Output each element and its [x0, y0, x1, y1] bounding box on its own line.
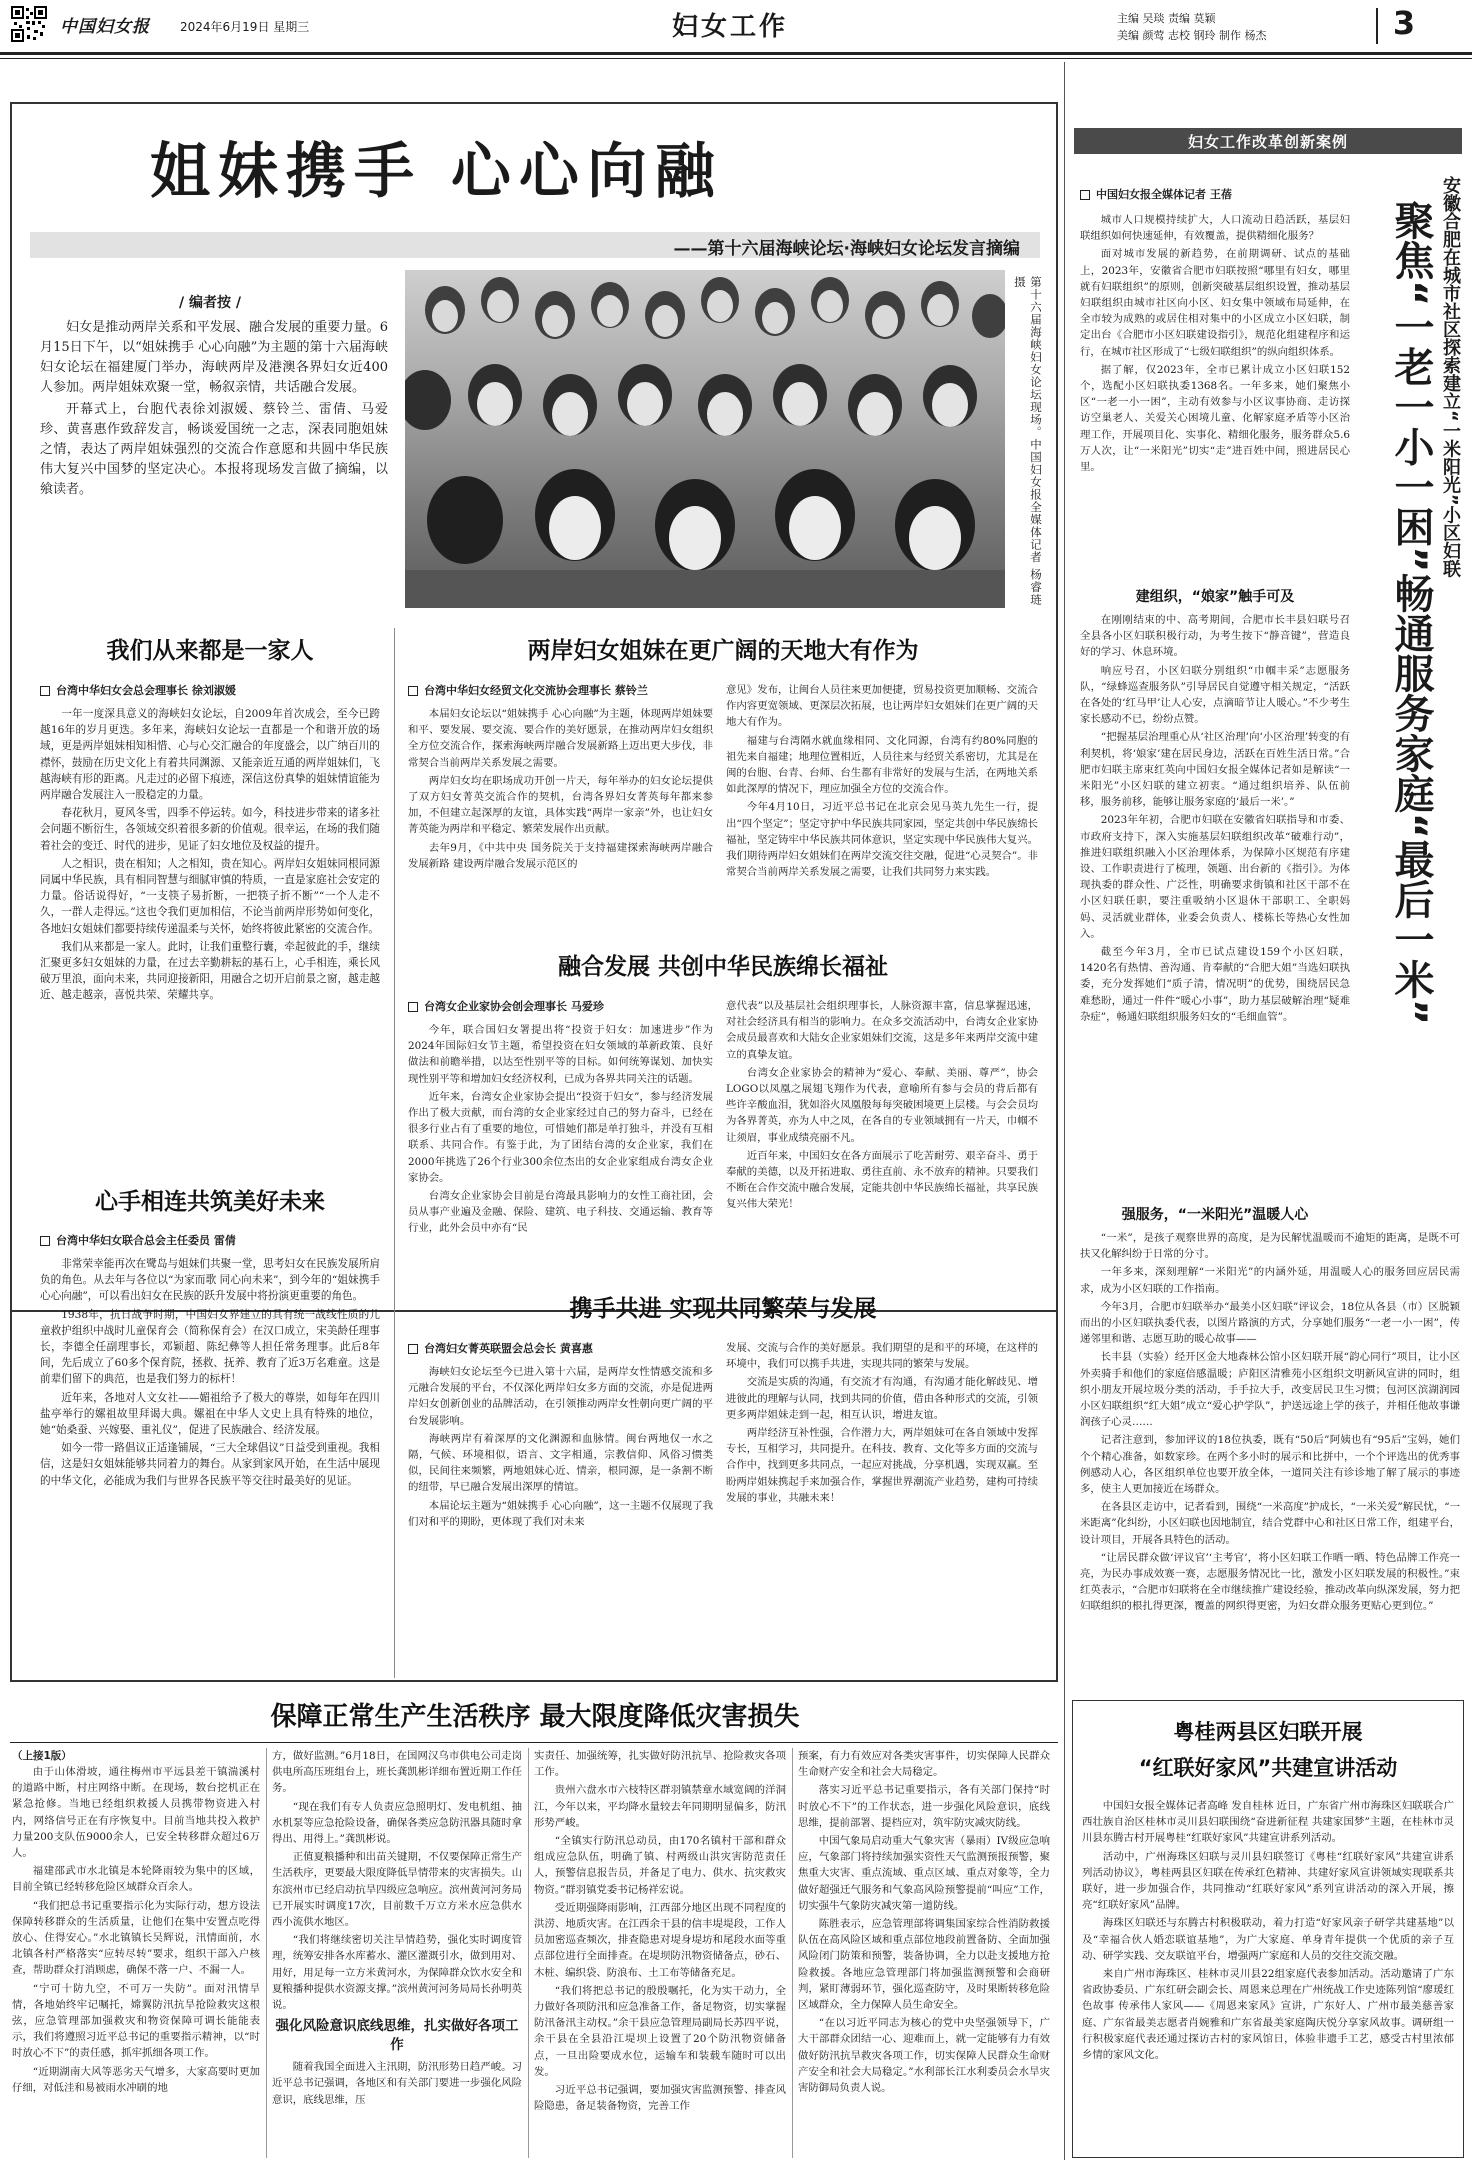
- article-paragraph: 两岸妇女均在职场成功开创一片天，每年举办的妇女论坛提供了双方妇女菁英交流合作的契机，台湾各界妇女菁英每年都来参加，不但建立起深厚的友谊，具体实践“两岸一家亲”外，也让妇女菁英能为两岸和平稳定、繁荣发展作出贡献。: [408, 774, 713, 836]
- article-b1-col3: [534, 1748, 786, 2159]
- article-paragraph: 海峡妇女论坛至今已进入第十六届，是两岸女性情感交流和多元融合发展的平台，不仅深化两岸妇女多方面的交流，亦是促进两岸妇女创新创业的品牌活动，在引领推动两岸女性朝向更广阔的平台发展影响。: [408, 1366, 713, 1427]
- article-paragraph: 意见》发布，让闽台人员往来更加便捷，贸易投资更加顺畅、交流合作内容更宽领域、更深层次拓展，也让两岸妇女姐妹们在更广阔的天地大有作为。: [726, 684, 1038, 729]
- article-paragraph: “我们把总书记重要指示化为实际行动，想方设法保障转移群众的生活质量，让他们在集中安置点吃得放心、住得安心。”水北镇镇长吴辉说，汛情面前，水北镇各村严格落实“应转尽转”要求，组织干部入户核查，帮助群众打消顾虑，确保不落一户、不漏一人。: [12, 1899, 260, 1977]
- side2-body: [1082, 1798, 1454, 2154]
- article-paragraph: 春花秋月，夏风冬雪，四季不停运转。如今，科技进步带来的诸多社会问题不断衍生，各领域交织着很多新的价值观。很幸运，在场的我们随着社会的变迁、时代的进步，见证了妇女地位及权益的提升。: [40, 807, 380, 852]
- article-paragraph: “宁可十防九空，不可万一失防”。面对汛情旱情，各地始终牢记嘱托，嫦翼防汛抗旱抢险救灾这根弦，应急管理部加强救灾和物资保障可调长能能表示，我们将遵照习近平总书记的重要指示精神，以“时时放心不下”的责任感，抓牢抓细各项工作。: [12, 1982, 260, 2060]
- article-paragraph: 今年3月，合肥市妇联举办“最美小区妇联”评议会，18位从各县（市）区脱颖而出的小区妇联执委代表，以图片路演的方式，分享她们服务“一老一小一困”，传递邻里和谐、志愿互助的暖心故事——: [1080, 1300, 1460, 1346]
- article-paragraph: 福建与台湾隔水就血缘相同、文化同源，台湾有约80%同胞的祖先来自福建；地理位置相近，人员往来与经贸关系密切，尤其是在闽的台胞、台青、台师、台生都有非常好的发展与生活，在两地关系如此深厚的情况下，理应加强全方位的交流合作。: [726, 734, 1038, 796]
- article-paragraph: “我们将把总书记的殷殷嘱托，化为实干动力，全力做好各项防汛和应急准备工作，备足物资，切实掌握防汛备汛主动权。”余干县应急管理局副局长苏四平说，余干县在全县沿江堤坝上设置了20个防汛物资储备点，一旦出险要成水位，运输车和装载车随时可以出发。: [534, 1984, 786, 2078]
- headline-b1-rule: [10, 1742, 1058, 1743]
- article-paragraph: 活动中，广州海珠区妇联与灵川县妇联签订《粤桂“红联好家风”共建宣讲系列活动协议》，粤桂两县区妇联在传承红色精神、共建好家风宣讲领域实现联系共联好，进一步加强合作，共同推动“红联好家风”系列宣讲活动的深入开展，擦亮“红联好家风”品牌。: [1082, 1850, 1454, 1912]
- article-paragraph: 城市人口规模持续扩大，人口流动日趋活跃，基层妇联组织如何快速延伸，有效覆盖，提供精细化服务？: [1080, 214, 1350, 243]
- masthead-rule: [0, 52, 1472, 55]
- feature-box-frame: [10, 102, 1058, 1682]
- side1-section-1: [1080, 612, 1350, 1200]
- article-paragraph: 落实习近平总书记重要指示，各有关部门保持“时时放心不下”的工作状态，进一步强化风险意识，底线思维，提前部署、提档应对，筑牢防灾减灾防线。: [798, 1784, 1050, 1829]
- byline-a4-text: 台湾女企业家协会创会理事长 马爱珍: [424, 1000, 604, 1013]
- article-paragraph: 截至今年3月，全市已试点建设159个小区妇联，1420名有热情、善沟通、肯奉献的“合肥大姐”当选妇联执委，充分发挥她们“质子清，情况明”的优势，围绕居民急难愁盼，通过一件件“暖心小事”，助力基层破解治理“疑难杂症”，畅通妇联组织服务妇女的“毛细血管”。: [1080, 946, 1350, 1023]
- article-paragraph: 正值夏粮播种和出苗关键期，不仅要保障正常生产生活秩序，更要最大限度降低旱情带来的灾害损失。山东滨州市已经启动抗旱四级应急响应。滨州黄河河务局已开展实时调度17次，目前数千万立方米水应急供水西小流供水地区。: [272, 1851, 522, 1929]
- article-paragraph: 预案，有力有效应对各类灾害事件，切实保障人民群众生命财产安全和社会大局稳定。: [798, 1750, 1050, 1779]
- article-paragraph: 在各县区走访中，记者看到，围绕“一米高度”护成长，“一米关爱”解民忧，“一米距离”化纠纷，小区妇联也因地制宜，结合党群中心和社区日常工作，组建平台，设计项目，开展各具特色的活动。: [1080, 1501, 1460, 1546]
- article-paragraph: 交流是实质的沟通，有交流才有沟通，有沟通才能化解歧见、增进彼此的理解与认同，找到共同的价值，借由各种形式的交流，引领更多两岸姐妹走到一起，相互认识，增进友谊。: [726, 1376, 1038, 1421]
- headline-a4: 融合发展 共创中华民族绵长福祉: [557, 954, 888, 980]
- page-number: 3: [1392, 4, 1416, 42]
- side2-headline-line-1: 粤桂两县区妇联开展: [1173, 1720, 1363, 1744]
- side1-intro: [1080, 212, 1350, 582]
- editor-credits: [1117, 10, 1327, 46]
- article-paragraph: 陈胜表示，应急管理部将调集国家综合性消防救援队伍在高风险区域和重点部位地段前置备防、全面加强风险闭门防策和预警，装备协调，全力以赴支援地方抢险救援。各地应急管理部门将加强监测预警和会商研判，紧盯薄弱环节，强化巡查防守，及时果断转移危险区域群众，全力保障人员生命安全。: [798, 1918, 1050, 2012]
- article-paragraph: 本届妇女论坛以“姐妹携手 心心向融”为主题，体现两岸姐妹要和平、要发展、要交流、要合作的美好愿景，在推动两岸妇女组织全方位交流合作，探索海峡两岸融合发展新路上迈出更大步伐，非常契合当前两岸关系发展之需要。: [408, 708, 713, 769]
- article-paragraph: 我们从来都是一家人。此时，让我们重整行囊，牵起彼此的手，继续汇聚更多妇女姐妹的力量，在过去辛勤耕耘的基石上，心手相连，乘长风破万里浪，面向未来，共同迎接新阳，用融合之切开启前景之窗，越走越近、越走越亲，喜悦共荣、荣耀共享。: [40, 940, 380, 1002]
- article-b1-col4: [798, 1748, 1050, 2159]
- feature-subtitle: ——第十六届海峡论坛·海峡妇女论坛发言摘编: [673, 239, 1020, 259]
- side1-subheading-1: 建组织，“娘家”触手可及: [1135, 589, 1295, 605]
- article-paragraph: 今年4月10日，习近平总书记在北京会见马英九先生一行，提出“四个坚定”；坚定守护中华民族共同家园，坚定共创中华民族绵长福祉，坚定铸牢中华民族共同体意识，坚定实现中华民族伟大复兴。我们期待两岸妇女姐妹们在两岸交流交往交融，促进“心灵契合”。非常契合当前两岸关系发展之需要，让我们共同努力来实践。: [726, 801, 1038, 879]
- article-paragraph: 发展、交流与合作的美好愿景。我们期望的是和平的环境，在这样的环境中，我们可以携手共进，实现共同的繁荣与发展。: [726, 1342, 1038, 1371]
- article-paragraph: 随着我国全面进入主汛期，防汛形势日趋严峻。习近平总书记强调，各地区和有关部门要进一步强化风险意识，底线思维，压: [272, 2061, 522, 2106]
- article-paragraph: “在以习近平同志为核心的党中央坚强领导下，广大干部群众团结一心、迎难而上，就一定能够有力有效做好防汛抗旱救灾各项工作，切实保障人民群众生命财产安全和社会大局稳定。”水利部长江水利委员会水旱灾害防御局负责人说。: [798, 2017, 1050, 2095]
- sidebar-divider: [1064, 62, 1065, 2160]
- article-paragraph: “现在我们有专人负责应急照明灯、发电机组、抽水机泵等应急抢险设备，确保各类应急防汛器具随时拿得出、用得上。”龚凯彬说。: [272, 1800, 522, 1846]
- article-b1-col2: [272, 1748, 522, 2159]
- column-divider: [266, 1748, 267, 2158]
- article-paragraph: “让居民群众做‘评议官’‘主考官’，将小区妇联工作晒一晒、特色品牌工作亮一亮，为民办事成效赛一赛，志愿服务情况比一比，激发小区妇联发展的积极性。”束红英表示，“合肥市妇联将在全市继续推广建设经验，推动改革向纵深发展，努力把妇联组织的根扎得更深，覆盖的网织得更密，为妇女群众服务更贴心更到位。”: [1080, 1551, 1460, 1613]
- qr-code-icon: [11, 6, 47, 42]
- article-paragraph: 非常荣幸能再次在鹭岛与姐妹们共聚一堂，思考妇女在民族发展所肩负的角色。从去年与各位以“为家而歌 同心向未来”，到今年的“姐妹携手 心心向融”，可以看出妇女在民族的跃升发展中将扮演更重要的角色。: [40, 1258, 380, 1303]
- issue-date: 2024年6月19日 星期三: [180, 20, 310, 34]
- headline-a3: 两岸妇女姐妹在更广阔的天地大有作为: [527, 638, 919, 664]
- side2-headline-line-2: “红联好家风”共建宣讲活动: [1138, 1756, 1398, 1780]
- article-paragraph: 贵州六盘水市六枝特区群羽镇禁章水域宽阔的洋洞江，今年以来，平均降水量较去年同期明显偏多，防汛形势严峻。: [534, 1784, 786, 1829]
- article-paragraph: “把握基层治理重心从‘社区治理’向‘小区治理’转变的有利契机，将‘娘家’建在居民身边，活跃在百姓生活日常。”合肥市妇联主席束红英向中国妇女报全媒体记者如是解读“一米阳光”小区妇联的建立初衷。“通过组织培养、队伍前移，服务前移，能够让服务家庭的‘最后一米’。”: [1080, 731, 1350, 809]
- article-paragraph: 响应号召，小区妇联分别组织“巾帼丰采”志愿服务队，“绿蜂巡查服务队”引导居民自觉遵守相关规定，“活跃在各处的‘红马甲’让人心安，点滴暗节让人暖心。”不少考生家长感动不已，纷纷点赞。: [1080, 664, 1350, 726]
- article-paragraph: 去年9月，《中共中央 国务院关于支持福建探索海峡两岸融合发展新路 建设两岸融合发展示范区的: [408, 841, 713, 870]
- page-number-divider: [1376, 8, 1378, 44]
- article-paragraph: 台湾女企业家协会目前是台湾最具影响力的女性工商社团，会员从事产业遍及金融、保险、建筑、电子科技、交通运输、教育等行业，此外会员中亦有“民: [408, 1190, 713, 1235]
- article-paragraph: 实责任、加强统筹，扎实做好防汛抗旱、抢险救灾各项工作。: [534, 1750, 786, 1779]
- article-paragraph: 近年来，各地对人文女社——媚祖给予了极大的尊崇，如每年在四川盐亭举行的嫘祖故里拜谒大典。嫘祖在中华人文史上具有特殊的地位，她“始桑蚕、兴嫁娶、重礼仪”，促进了民族融合、经济发展。: [40, 1391, 380, 1437]
- article-paragraph: 意代表”以及基层社会组织理事长，人脉资源丰富，信息掌握迅速，对社会经济具有相当的影响力。在众多交流活动中，台湾女企业家协会成员最喜欢和大陆女企业家姐妹们交流，这是多年来两岸交流中建立的真挚友谊。: [726, 1000, 1038, 1061]
- byline-a5-text: 台湾妇女菁英联盟会总会长 黄喜惠: [424, 1342, 593, 1355]
- article-paragraph: 今年，联合国妇女署提出将“投资于妇女：加速进步”作为2024年国际妇女节主题，希望投资在妇女领域的革新政策、良好做法和前瞻举措，以达至性别平等的目标。如何统筹谋划、加快实现性别平等和增加妇女经济权利，已成为各界共同关注的话题。: [408, 1024, 713, 1085]
- article-paragraph: 中国气象局启动重大气象灾害（暴雨）IV级应急响应，气象部门将持续加强实资性天气监测预报预警，聚焦重大灾害、重点流域、重点区域、重点对象等，全力做好超强迁气服务和气象高风险预警提前“叫应”工作，切实强牛气象防灾减灾第一道防线。: [798, 1835, 1050, 1912]
- article-paragraph: 面对城市发展的新趋势，在前期调研、试点的基础上，2023年，安徽省合肥市妇联按照“哪里有妇女，哪里就有妇联组织”的原则，创新突破基层组织设置，推动基层妇联组织由城市社区向小区、妇女集中领域布局延伸，在全市较为成熟的或居住相对集中的小区成立小区妇联，制定出台《合肥市小区妇联建设指引》，规范化组建程序和运行，在城市社区形成了“七级妇联组织”的纵向组织体系。: [1080, 248, 1350, 358]
- column-divider: [792, 1748, 793, 2158]
- editor-note-paragraph: 妇女是推动两岸关系和平发展、融合发展的重要力量。6月15日下午，以“姐妹携手 心心向融”为主题的第十六届海峡妇女论坛在福建厦门举办，海峡两岸及港澳各界妇女近400人参加。两岸姐妹欢聚一堂，畅叙亲情，共话融合发展。: [40, 320, 388, 395]
- headline-a5: 携手共进 实现共同繁荣与发展: [569, 1296, 877, 1322]
- article-paragraph: “近期湖南大风等恶劣天气增多，大家高要时更加仔细，对低洼和易被雨水冲刷的地: [12, 2065, 260, 2094]
- article-paragraph: 记者注意到，参加评议的18位执委，既有“50后”阿姨也有“95后”宝妈，她们个个精心准备，如数家珍。在两个多小时的展示和比拼中，一个个评选出的优秀事例感动人心，各区组织单位也要开放全体，一道同关注有诊诊地了解了展示的事迹多，使主人更加接近在场群众。: [1080, 1434, 1460, 1496]
- newspaper-logo: 中国妇女报: [60, 17, 150, 37]
- article-paragraph: 据了解，仅2023年，全市已累计成立小区妇联152个，选配小区妇联执委1368名。一年多来，她们聚焦小区“一老一小一困”，主动有效参与小区议事协商、走访探访空巢老人、关爱关心困境儿童、化解家庭矛盾等小区治理工作，开展项目化、实事化、精细化服务，服务群众5.6万人次，让“一米阳光”切实“走”进百姓中间，照进居民心里。: [1080, 363, 1350, 474]
- column-divider: [528, 1748, 529, 2158]
- article-paragraph: 1938年，抗日战争时期，中国妇女界建立的具有统一战线性质的儿童救护组织中战时儿童保育会（简称保育会）在汉口成立，宋美龄任理事长，李德全任副理事长，邓颖超、陈纪彝等人担任常务理事。此后8年间，先后成立了60多个保育院，拯救、抚养、教育了近3万名难童。这是前辈们留下的典范，也是我们努力的标杆！: [40, 1308, 380, 1386]
- article-paragraph: 一年一度深具意义的海峡妇女论坛，自2009年首次成会，至今已跨越16年的岁月更迭。多年来，海峡妇女论坛一直都是一个和谐开放的场域，更是两岸姐妹相知相惜、心与心交汇融合的年度盛会，以广纳百川的襟怀，鼓励在历史文化上有着共同渊源、又能亲近互通的两岸姐妹们，飞越海峡有形的距离。凡走过的必留下痕迹，深信这份真挚的姐妹情谊能为两岸融合发展注入一股稳定的力量。: [40, 708, 380, 802]
- masthead: [0, 0, 1472, 56]
- article-paragraph: 福建邵武市水北镇是本轮降雨较为集中的区域，目前全镇已经转移危险区域群众百余人。: [12, 1865, 260, 1894]
- article-paragraph: 中国妇女报全媒体记者高峰 发自桂林 近日，广东省广州市海珠区妇联联合广西壮族自治区桂林市灵川县妇联围绕“奋进新征程 共建家国梦”主题，在桂林市灵川县东腾古村开展粤桂“红联好家风”共建宣讲系列活动。: [1082, 1800, 1454, 1845]
- byline-a1-text: 台湾中华妇女会总会理事长 徐刘淑媛: [56, 684, 236, 697]
- headline-b1: 保障正常生产生活秩序 最大限度降低灾害损失: [270, 1702, 800, 1732]
- article-paragraph: 方，做好监测。”6月18日，在国网汉乌市供电公司走岗供电所高压班组台上，班长龚凯彬详细布置近期工作任务。: [272, 1750, 522, 1795]
- headline-a1: 我们从来都是一家人: [106, 638, 314, 664]
- editor-note-label: / 编者按 /: [179, 295, 241, 311]
- article-paragraph: 两岸经济互补性强，合作潜力大，两岸姐妹可在各自领域中发挥专长，互相学习，共同提升。在科技、教育、文化等多方面的交流与合作中，找到更多共同点，一起应对挑战，分享机遇，实现双赢。至盼两岸姐妹携起手来加强合作，掌握世界潮流产业趋势，建构可持续发展的事业，共融未来！: [726, 1427, 1038, 1504]
- article-paragraph: 近百年来，中国妇女在各方面展示了吃苦耐劳、艰辛奋斗、勇于奉献的美德，以及开拓进取、勇往直前、永不放弃的精神。只要我们不断在合作交流中融合发展，定能共创中华民族绵长福祉，共享民族复兴伟大荣光！: [726, 1149, 1038, 1211]
- byline-a2-text: 台湾中华妇女联合总会主任委员 雷倩: [56, 1234, 236, 1247]
- article-paragraph: 如今一带一路倡议正适逢铺展，“三大全球倡议”日益受到重视。我相信，这是妇女姐妹能够共同着力的舞台。从家到家风开始，在生活中展现的中华文化，必能成为我们与世界各民族平等交往时最美好的见证。: [40, 1442, 380, 1487]
- side1-section-2: [1080, 1230, 1460, 1686]
- article-paragraph: 长丰县（实验）经开区金大地森林公馆小区妇联开展“韵心同行”项目，让小区外卖骑手和他们的家庭倍感温暖；庐阳区清雅苑小区组织文明新风宣讲的同时，组织小朋友开展垃圾分类的活动，手手拉大手，改变居民卫生习惯；包河区滨湖润园小区妇联组织“红大姐”成立“爱心护学队”，护送远途上学的孩子，并相任他故事谦润孩子心灵……: [1080, 1351, 1460, 1429]
- article-paragraph: 近年来，台湾女企业家协会提出“投资于妇女”，参与经济发展作出了极大贡献，而台湾的女企业家经过自己的努力奋斗，已经在很多行业占有了重要的地位，可惜她们都是单打独斗，并没有互相联系、共同合作。有鉴于此，为了团结台湾的女企业家，我们在2000年挑选了26个行业300余位杰出的女企业家组成台湾女企业家协会。: [408, 1090, 713, 1184]
- article-paragraph: 一年多来，深刻理解“一米阳光”的内涵外延，用温暖人心的服务回应居民需求，成为小区妇联的工作指南。: [1080, 1266, 1460, 1295]
- article-paragraph: 由于山体滑坡，通往梅州市平远县差干镇湍溪村的道路中断，村庄网络中断。在现场，数台挖机正在紧急抢修。当地已经组织救援人员携带物资进入村内，网络信号正在有序恢复中。目前当地共投入救护力量200支队伍9000余人，已安全转移群众超过6万人。: [12, 1766, 260, 1860]
- feature-title: 姐妹携手 心心向融: [150, 137, 723, 207]
- editor-line-2: 美编 颜莺 志校 钢玲 制作 杨杰: [1117, 29, 1267, 42]
- article-paragraph: 海峡两岸有着深厚的文化渊源和血脉情。闽台两地仅一水之隔，气候、环境相似，语言、文字相通，宗教信仰、风俗习惯类似，民间往来频繁，两地姐妹心近、情亲，根同源，是一条割不断的纽带，早已融合发展出深厚的情谊。: [408, 1432, 713, 1494]
- article-paragraph: 习近平总书记强调，要加强灾害监测预警、排查风险隐患，备足装备物资，完善工作: [534, 2084, 786, 2113]
- article-paragraph: 在刚刚结束的中、高考期间，合肥市长丰县妇联号召全县各小区妇联积极行动，为考生按下“静音键”，营造良好的学习、休息环境。: [1080, 614, 1350, 659]
- photo-caption: 第十六届海峡妇女论坛现场。中国妇女报全媒体记者 杨睿琏 摄: [1013, 276, 1043, 606]
- masthead-rule-thin: [0, 58, 1472, 59]
- continuation-note: （上接1版）: [12, 1750, 72, 1762]
- article-b1-col1: [12, 1764, 260, 2159]
- byline-side1-text: 中国妇女报全媒体记者 王蓓: [1096, 188, 1232, 201]
- side1-subheading-2: 强服务，“一米阳光”温暖人心: [1121, 1207, 1309, 1223]
- article-paragraph: 受近期强降雨影响，江西部分地区出现不同程度的洪涝、地质灾害。在江西余干县的信丰堤堤段，工作人员加密巡查频次，排查隐患对堤身堤坊和尾段水面等重点部位进行全面排查。在堤坝防汛物资储备点，砂石、木桩、编织袋、防浪布、土工布等储备充足。: [534, 1901, 786, 1979]
- article-paragraph: “我们将继续密切关注旱情趋势，强化实时调度管理，统筹安排各水库蓄水、灌区灌溉引水，做到用对、用好，用足每一立方米黄河水，为保障群众饮水安全和夏粮播种提供水资源支撑。”滨州黄河河务局局长孙明英说。: [272, 1934, 522, 2012]
- byline-a3-text: 台湾中华妇女经贸文化交流协会理事长 蔡铃兰: [424, 684, 648, 697]
- byline-marker-icon: [1080, 190, 1090, 200]
- reform-case-banner-text: 妇女工作改革创新案例: [1187, 133, 1348, 151]
- article-paragraph: “全镇实行防汛总动员，由170名镇村干部和群众组成应急队伍，明确了镇、村两级山洪灾害防范责任人，预警信息报告员，并备足了电力、供水、抗灾救灾物资。”群羽镇党委书记杨祥宏说。: [534, 1835, 786, 1896]
- vertical-subheadline: 安徽合肥在城市社区探索建立“一米阳光”小区妇联: [1440, 176, 1461, 578]
- headline-a2: 心手相连共筑美好未来: [95, 1189, 325, 1215]
- article-paragraph: 来自广州市海珠区、桂林市灵川县22组家庭代表参加活动。活动邀请了广东省政协委员、广东红研会副会长、周恩来总理在广州统战工作史迹陈列馆“廖瑗红色故事 传承伟人家风——《周恩来家风》宣讲，广东好人、广州市最美慈善家庭、广东省最美志愿者肖婉雅和广东省最美家庭陶庆悦分享家风故事。调研组一行积极家庭代表还通过探访古村的家风馆日，体验非遗手工艺，感受古村里浓郁乡情的家风文化。: [1082, 1968, 1454, 2062]
- article-paragraph: 人之相识，贵在相知；人之相知，贵在知心。两岸妇女姐妹同根同源同属中华民族，具有相同智慧与细腻审慎的特质，一直是家庭社会安定的力量。俗话说得好，“一支筷子易折断，一把筷子折不断”“一个人走不久，一群人走得远。”这也令我们更加相信，不论当前两岸形势如何变化，各地妇女姐妹们都要持续传递温柔与关怀，始终将彼此紧密的交流合作。: [40, 857, 380, 935]
- article-paragraph: 2023年年初，合肥市妇联在安徽省妇联指导和市委、市政府支持下，深入实施基层妇联组织改革“破难行动”，推进妇联组织融入小区治理体系，为保障小区规范有序建设、工作职责进行了梳理，领题、出台新的《指引》。为体现执委的群众性、广泛性，明确要求街镇和社区干部不在小区妇联任职，要注重吸纳小区退休干部职工、全职妈妈、灵活就业群体，业委会负责人、楼栋长等热心女性加入。: [1080, 814, 1350, 940]
- article-paragraph: “一米”，是孩子观察世界的高度，是为民解忧温暖而不逾矩的距离，是既不可扶又化解纠纷于日常的分寸。: [1080, 1232, 1460, 1261]
- article-subheading: 强化风险意识底线思维，扎实做好各项工作: [275, 2018, 519, 2054]
- article-paragraph: 本届论坛主题为“姐妹携手 心心向融”，这一主题不仅展现了我们对和平的期盼，更体现了我们对未来: [408, 1499, 713, 1528]
- editor-line-1: 主编 吴琰 责编 莫颖: [1117, 12, 1216, 25]
- article-paragraph: 海珠区妇联还与东腾古村积极联动，着力打造“好家风亲子研学共建基地”以及“幸福合伙人婚恋联谊基地”，为广大家庭、单身青年提供一个优质的亲子互动、研学实践、交友联谊平台，增强两广家庭和人员的交往交流交融。: [1082, 1917, 1454, 1962]
- vertical-headline: 聚焦“一老一小一困”畅通服务家庭“最后一米”: [1388, 200, 1434, 1026]
- byline-side1: [1080, 186, 1350, 204]
- article-paragraph: 台湾女企业家协会的精神为“爱心、奉献、美丽、尊严”，协会LOGO以凤凰之展翅飞翔作为代表，意喻所有参与会员的背后都有些许辛酸血泪，犹如浴火凤凰般每每突破困境更上层楼。与会会员均为各界菁英，亦为人中之凤，在各自的专业领域拥有一片天，巾帼不让须眉，事业成绩亮丽不凡。: [726, 1066, 1038, 1144]
- section-title: 妇女工作: [671, 12, 788, 42]
- editor-note-paragraph: 开幕式上，台胞代表徐刘淑媛、蔡铃兰、雷倩、马爱珍、黄喜惠作致辞发言，畅谈爱国统一之志，深表同胞姐妹之情，表达了两岸姐妹强烈的交流合作意愿和共圆中华民族伟大复兴中国梦的坚定决心。本报将现场发言做了摘编，以飨读者。: [40, 402, 388, 497]
